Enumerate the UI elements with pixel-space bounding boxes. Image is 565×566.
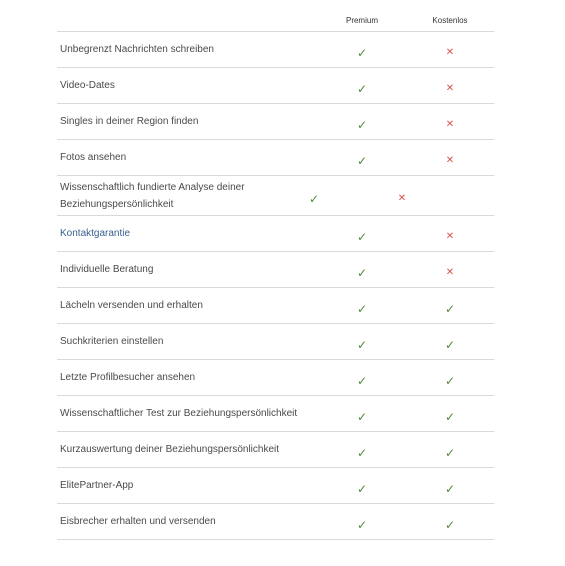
check-icon: ✓	[356, 265, 368, 280]
check-icon: ✓	[356, 81, 368, 96]
feature-label: Unbegrenzt Nachrichten schreiben	[60, 44, 214, 55]
cross-icon: ✕	[445, 82, 455, 94]
table-row	[57, 432, 494, 468]
check-icon: ✓	[308, 191, 320, 206]
check-icon: ✓	[356, 517, 368, 532]
cross-icon: ✕	[445, 154, 455, 166]
cross-icon: ✕	[445, 118, 455, 130]
table-row	[57, 324, 494, 360]
table-row	[57, 104, 494, 140]
feature-label: Letzte Profilbesucher ansehen	[60, 372, 196, 383]
comparison-table	[57, 10, 494, 540]
check-icon: ✓	[444, 337, 456, 352]
feature-label: Lächeln versenden und erhalten	[60, 300, 203, 311]
feature-label: Eisbrecher erhalten und versenden	[60, 516, 216, 527]
table-row	[57, 288, 494, 324]
check-icon: ✓	[444, 481, 456, 496]
feature-label: Suchkriterien einstellen	[60, 336, 164, 347]
cross-icon: ✕	[445, 266, 455, 278]
cross-icon: ✕	[445, 230, 455, 242]
feature-label: Kurzauswertung deiner Beziehungspersönlichkeit	[60, 444, 280, 455]
feature-label: Fotos ansehen	[60, 152, 127, 163]
check-icon: ✓	[444, 373, 456, 388]
check-icon: ✓	[356, 301, 368, 316]
check-icon: ✓	[444, 517, 456, 532]
premium-column-header: Premium	[345, 16, 378, 25]
check-icon: ✓	[356, 45, 368, 60]
check-icon: ✓	[356, 153, 368, 168]
table-row	[57, 140, 494, 176]
table-row	[57, 468, 494, 504]
free-column-header: Kostenlos	[432, 16, 468, 25]
check-icon: ✓	[356, 337, 368, 352]
check-icon: ✓	[444, 301, 456, 316]
check-icon: ✓	[444, 409, 456, 424]
check-icon: ✓	[356, 117, 368, 132]
table-row	[57, 504, 494, 540]
feature-label: Wissenschaftlich fundierte Analyse deiner Beziehungspersönlichkeit	[60, 181, 245, 210]
table-header	[57, 10, 494, 32]
feature-label: Singles in deiner Region finden	[60, 116, 199, 127]
check-icon: ✓	[444, 445, 456, 460]
table-row	[57, 32, 494, 68]
cross-icon: ✕	[397, 192, 407, 204]
check-icon: ✓	[356, 229, 368, 244]
table-row	[57, 216, 494, 252]
check-icon: ✓	[356, 445, 368, 460]
table-row	[57, 252, 494, 288]
kontaktgarantie-link[interactable]: Kontaktgarantie	[60, 228, 131, 239]
check-icon: ✓	[356, 409, 368, 424]
table-row	[57, 360, 494, 396]
table-row	[57, 176, 494, 216]
feature-label: ElitePartner-App	[60, 480, 134, 491]
feature-label: Video-Dates	[60, 80, 115, 91]
table-row	[57, 396, 494, 432]
feature-label: Individuelle Beratung	[60, 264, 154, 275]
check-icon: ✓	[356, 373, 368, 388]
check-icon: ✓	[356, 481, 368, 496]
table-row	[57, 68, 494, 104]
feature-label: Wissenschaftlicher Test zur Beziehungspersönlichkeit	[60, 408, 298, 419]
cross-icon: ✕	[445, 46, 455, 58]
